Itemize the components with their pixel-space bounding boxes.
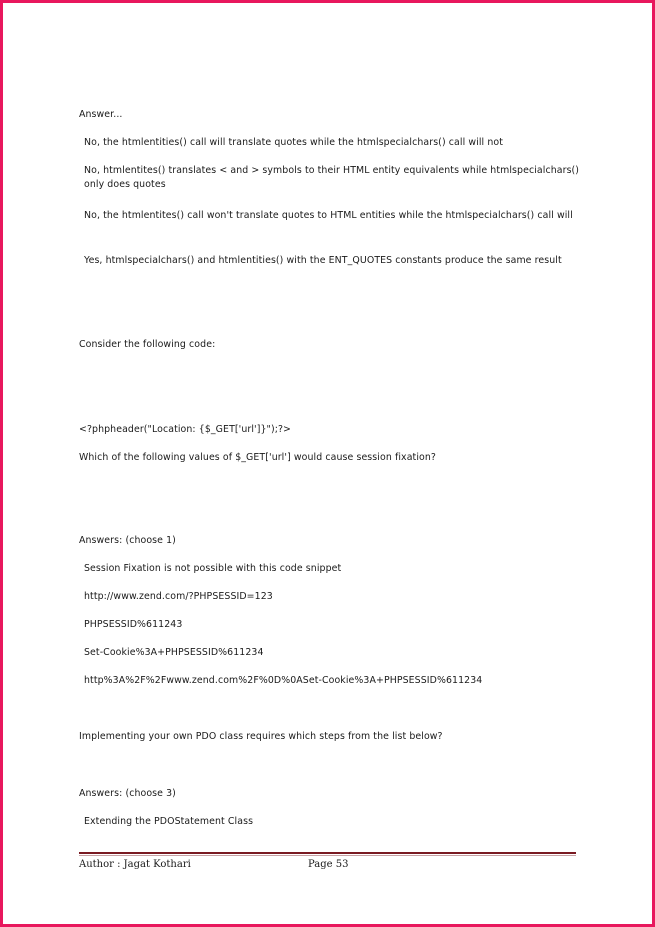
q2-option-2: http://www.zend.com/?PHPSESSID=123 bbox=[84, 591, 273, 602]
answer-label: Answer... bbox=[79, 109, 123, 120]
q2-code-snippet: <?phpheader("Location: {$_GET['url']}");?> bbox=[79, 424, 291, 435]
q2-option-5: http%3A%2F%2Fwww.zend.com%2F%0D%0ASet-Cookie%3A+PHPSESSID%611234 bbox=[84, 675, 483, 686]
q1-option-2: No, htmlentites() translates < and > symbols to their HTML entity equivalents while htmlspecialchars() only does quotes bbox=[84, 165, 580, 190]
q2-question: Which of the following values of $_GET['url'] would cause session fixation? bbox=[79, 452, 436, 463]
footer-rule bbox=[79, 852, 576, 854]
footer-author: Author : Jagat Kothari bbox=[79, 859, 191, 870]
q2-answers-label: Answers: (choose 1) bbox=[79, 535, 176, 546]
q3-option-1: Extending the PDOStatement Class bbox=[84, 816, 254, 827]
q2-option-3: PHPSESSID%611243 bbox=[84, 619, 183, 630]
q3-answers-label: Answers: (choose 3) bbox=[79, 788, 176, 799]
q1-option-4: Yes, htmlspecialchars() and htmlentities() with the ENT_QUOTES constants produce the same result bbox=[84, 255, 562, 266]
q2-intro: Consider the following code: bbox=[79, 339, 216, 350]
footer-page-number: Page 53 bbox=[308, 859, 349, 870]
q2-option-1: Session Fixation is not possible with this code snippet bbox=[84, 563, 342, 574]
q3-question: Implementing your own PDO class requires which steps from the list below? bbox=[79, 731, 443, 742]
q1-option-3: No, the htmlentites() call won't translate quotes to HTML entities while the htmlspecialchars() call will bbox=[84, 210, 573, 221]
footer-rule-shadow bbox=[79, 855, 576, 856]
q1-option-1: No, the htmlentities() call will translate quotes while the htmlspecialchars() call will not bbox=[84, 137, 503, 148]
q2-option-4: Set-Cookie%3A+PHPSESSID%611234 bbox=[84, 647, 264, 658]
